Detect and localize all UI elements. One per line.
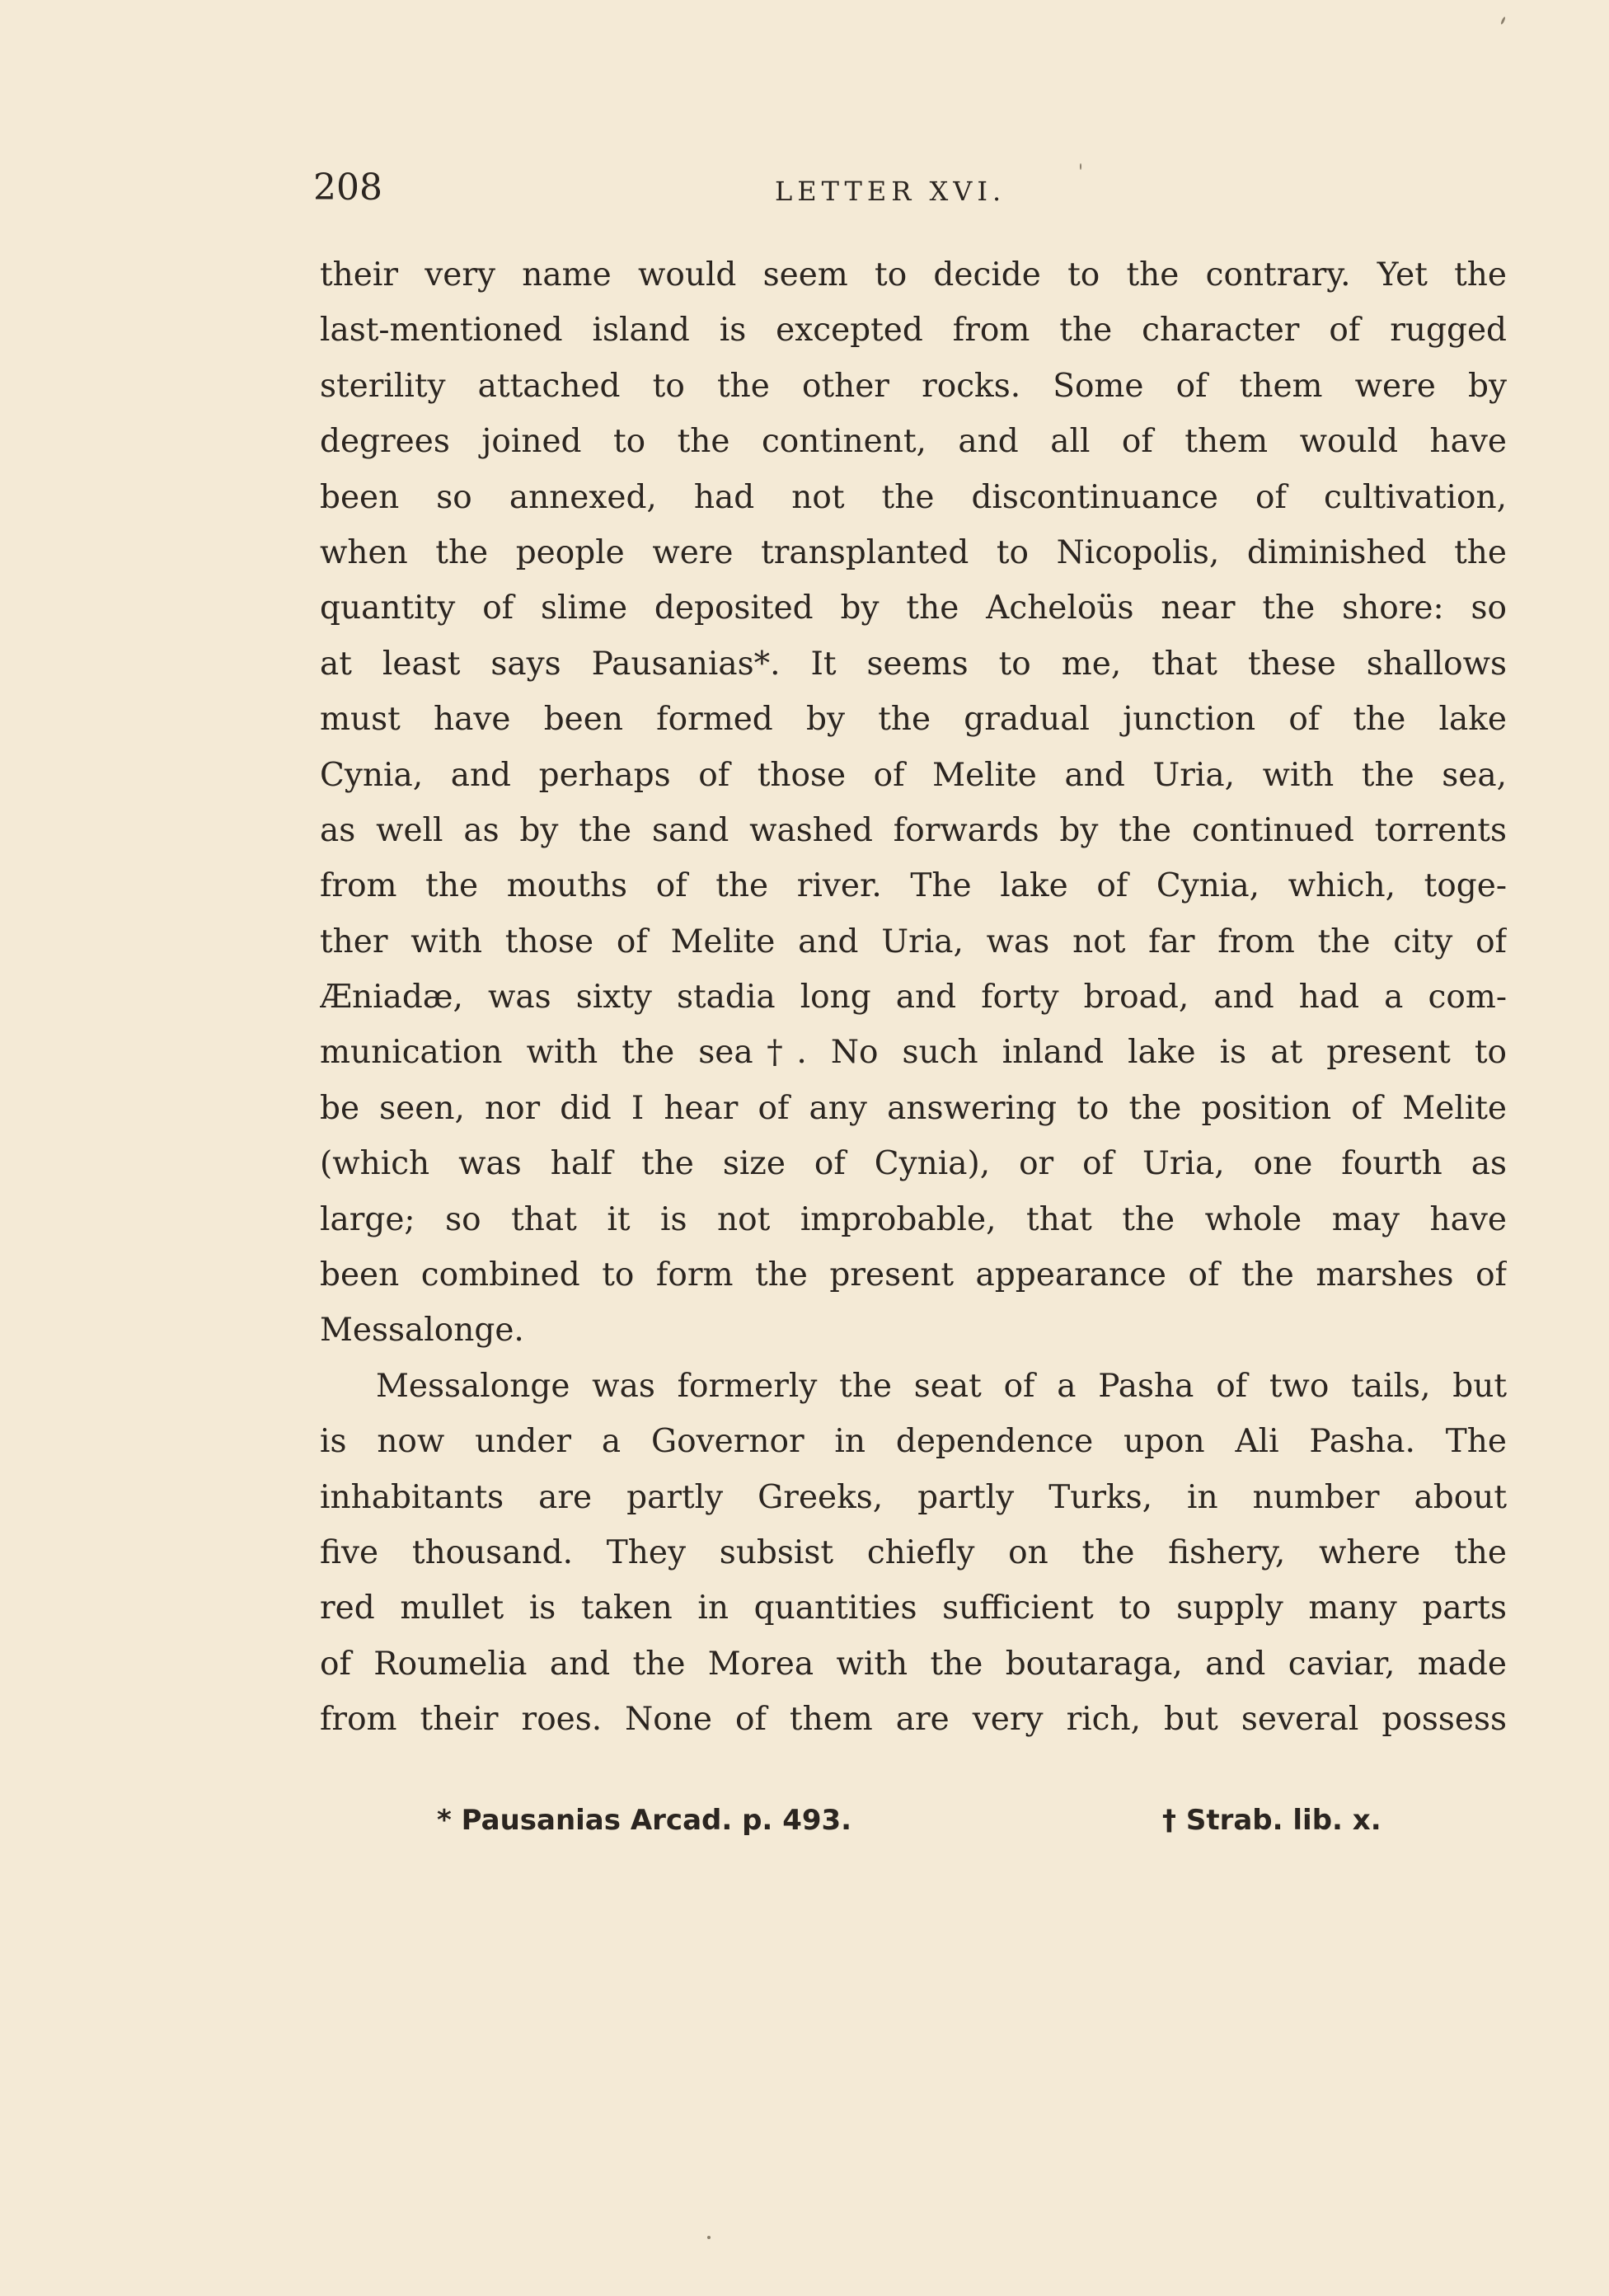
- paper-speck: [707, 2236, 711, 2239]
- paragraph-start-line: Messalonge was formerly the seat of a Pasha of two tails, but: [376, 1367, 1507, 1405]
- paragraph-end-line: Messalonge.: [320, 1312, 524, 1350]
- text-line: when the people were transplanted to Nicopolis, diminished the: [320, 533, 1507, 571]
- text-line: is now under a Governor in dependence upon Ali Pasha. The: [320, 1423, 1507, 1461]
- text-line: Æniadæ, was sixty stadia long and forty broad, and had a com-: [320, 979, 1507, 1017]
- text-line: been combined to form the present appearance of the marshes of: [320, 1256, 1507, 1294]
- text-line: inhabitants are partly Greeks, partly Turks, in number about: [320, 1478, 1507, 1516]
- text-line: as well as by the sand washed forwards by the continued torrents: [320, 811, 1507, 849]
- text-line: from their roes. None of them are very rich, but several possess: [320, 1701, 1507, 1739]
- text-line: Cynia, and perhaps of those of Melite and Uria, with the sea,: [320, 756, 1507, 794]
- body-text: [320, 247, 1507, 1748]
- paper-speck: [1500, 16, 1506, 25]
- page-number: 208: [313, 167, 382, 209]
- text-line: sterility attached to the other rocks. Some of them were by: [320, 367, 1507, 405]
- text-line: been so annexed, had not the discontinuance of cultivation,: [320, 478, 1507, 516]
- text-line: be seen, nor did I hear of any answering to the position of Melite: [320, 1089, 1507, 1127]
- text-line: of Roumelia and the Morea with the boutaraga, and caviar, made: [320, 1645, 1507, 1683]
- running-head: [313, 163, 1146, 213]
- text-line: five thousand. They subsist chiefly on the fishery, where the: [320, 1533, 1507, 1571]
- text-line: must have been formed by the gradual junction of the lake: [320, 701, 1507, 739]
- text-line: from the mouths of the river. The lake of Cynia, which, toge-: [320, 867, 1507, 905]
- paper-speck: [1080, 163, 1081, 170]
- text-line: last-mentioned island is excepted from the character of rugged: [320, 312, 1507, 350]
- text-line: degrees joined to the continent, and all of them would have: [320, 423, 1507, 461]
- text-line: at least says Pausanias*. It seems to me, that these shallows: [320, 645, 1507, 683]
- footnote-pausanias: * Pausanias Arcad. p. 493.: [437, 1804, 852, 1837]
- chapter-title: LETTER XVI.: [775, 176, 1006, 207]
- text-line: munication with the sea†. No such inland lake is at present to: [320, 1034, 1507, 1072]
- text-line: large; so that it is not improbable, that the whole may have: [320, 1200, 1507, 1238]
- footnote-strabo: † Strab. lib. x.: [1162, 1804, 1381, 1837]
- text-line: their very name would seem to decide to the contrary. Yet the: [320, 256, 1507, 293]
- text-line: quantity of slime deposited by the Acheloüs near the shore: so: [320, 589, 1507, 627]
- text-line: (which was half the size of Cynia), or of Uria, one fourth as: [320, 1145, 1507, 1183]
- text-line: ther with those of Melite and Uria, was not far from the city of: [320, 923, 1507, 960]
- text-line: red mullet is taken in quantities sufficient to supply many parts: [320, 1589, 1507, 1627]
- footnotes: [437, 1796, 1426, 1845]
